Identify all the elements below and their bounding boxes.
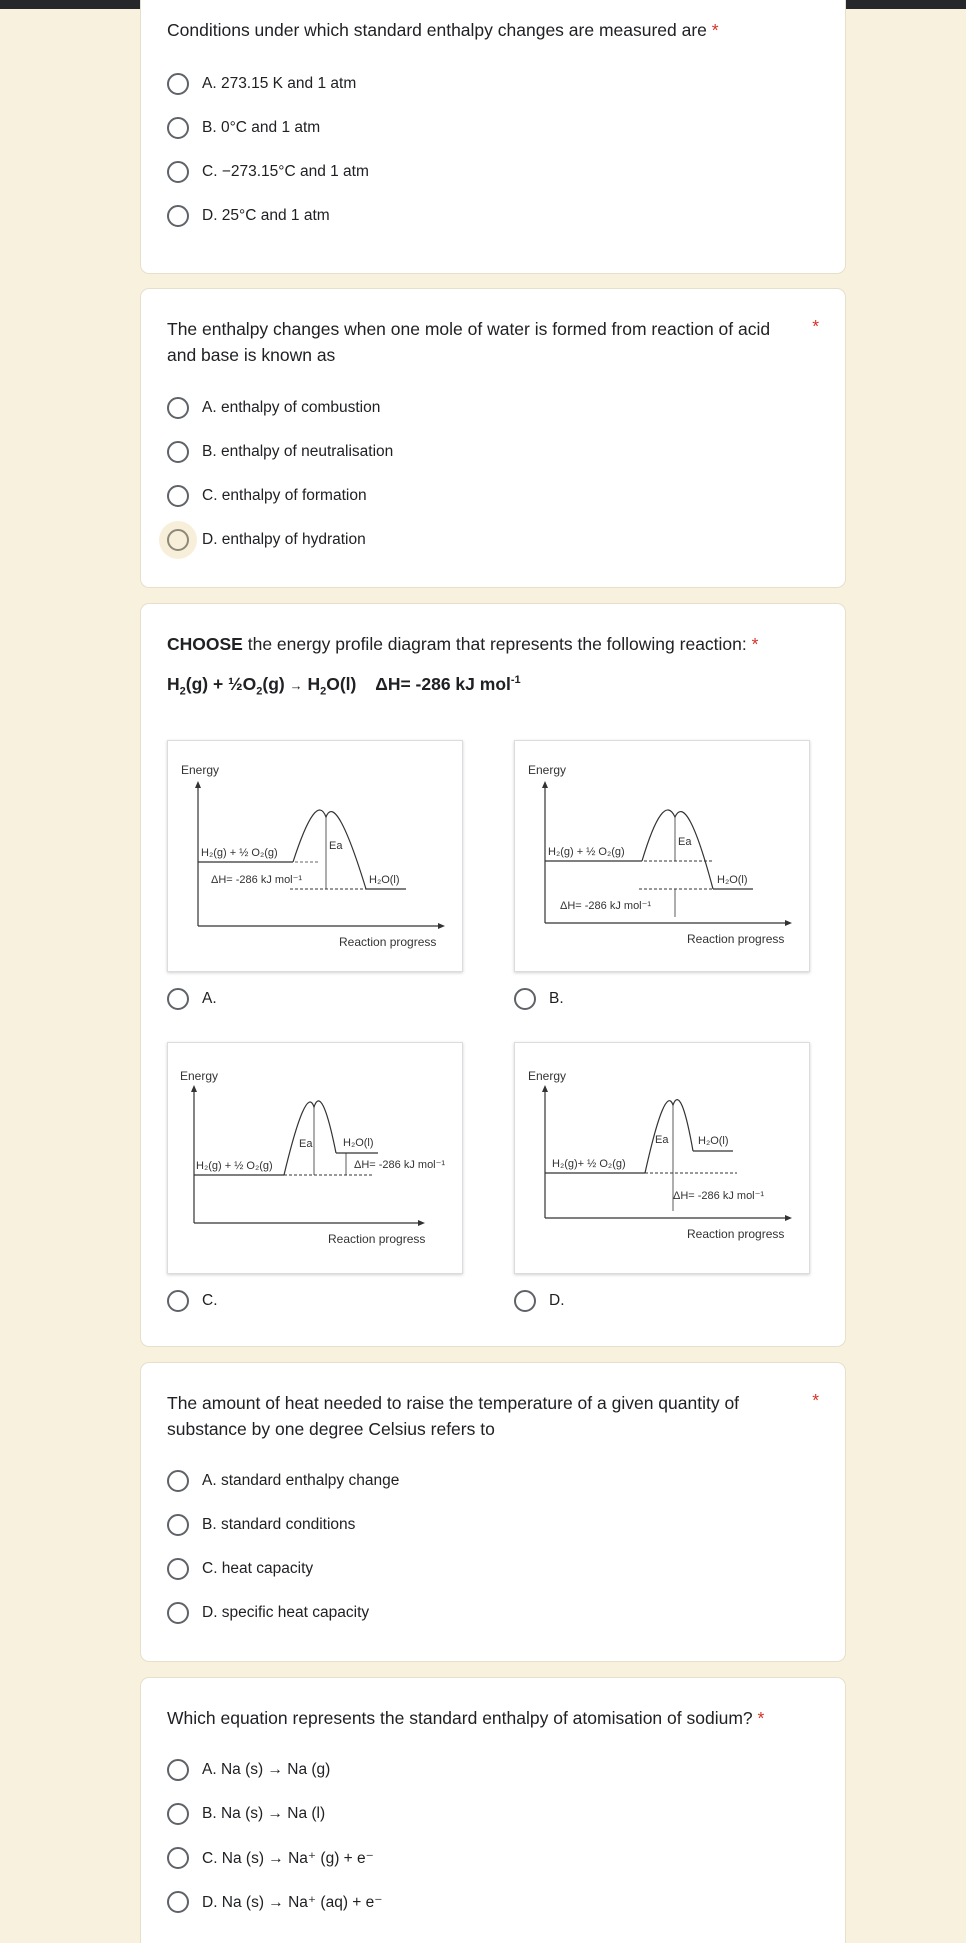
product-label: H₂O(l) [369, 874, 400, 886]
required-asterisk: * [812, 316, 819, 336]
radio-button[interactable] [167, 529, 189, 551]
option-d[interactable]: D. specific heat capacity [167, 1600, 369, 1626]
x-axis-label: Reaction progress [687, 1227, 785, 1241]
question-card-2 [140, 288, 846, 588]
ea-label: Ea [655, 1134, 669, 1146]
radio-button[interactable] [167, 441, 189, 463]
radio-button[interactable] [167, 1514, 189, 1536]
x-axis-label: Reaction progress [687, 932, 785, 946]
radio-button[interactable] [167, 73, 189, 95]
question-text: Which equation represents the standard enthalpy of atomisation of sodium? * [167, 1708, 765, 1728]
energy-axis-label: Energy [528, 1069, 567, 1083]
option-a[interactable]: A. standard enthalpy change [167, 1468, 399, 1494]
option-d[interactable]: D. 25°C and 1 atm [167, 203, 330, 229]
question-card-4 [140, 1362, 846, 1662]
diagram-option-b[interactable]: B. [514, 986, 564, 1012]
option-c[interactable]: C. enthalpy of formation [167, 483, 367, 509]
ea-label: Ea [678, 836, 692, 848]
radio-button[interactable] [167, 117, 189, 139]
diagram-option-d[interactable]: D. [514, 1288, 565, 1314]
reactant-label: H₂(g)+ ½ O₂(g) [552, 1158, 626, 1170]
question-text: Conditions under which standard enthalpy changes are measured are * [167, 20, 719, 40]
energy-diagram-a [167, 740, 463, 972]
radio-button[interactable] [514, 988, 536, 1010]
radio-button[interactable] [167, 397, 189, 419]
diagram-option-a[interactable]: A. [167, 986, 217, 1012]
dh-label: ΔH= -286 kJ mol⁻¹ [673, 1190, 765, 1202]
option-a[interactable]: A. 273.15 K and 1 atm [167, 71, 356, 97]
option-b[interactable]: B. Na (s) → Na (l) [167, 1801, 325, 1827]
x-axis-label: Reaction progress [339, 935, 437, 949]
option-c[interactable]: C. Na (s) → Na⁺ (g) + e⁻ [167, 1845, 374, 1871]
product-label: H₂O(l) [343, 1137, 374, 1149]
radio-button[interactable] [514, 1290, 536, 1312]
option-d[interactable]: D. enthalpy of hydration [167, 527, 366, 553]
option-a[interactable]: A. Na (s) → Na (g) [167, 1757, 330, 1783]
question-text: The amount of heat needed to raise the temperature of a given quantity of substance by one degree Celsius refers to [167, 1393, 740, 1439]
energy-axis-label: Energy [181, 763, 220, 777]
dh-label: ΔH= -286 kJ mol⁻¹ [354, 1159, 446, 1171]
reaction-equation: $H_2(g)$ + $\frac{1}{2}O_2(g) \to H_2O(l)$ ΔH= -286 kJ mol$^{-1}$ [167, 674, 521, 698]
ea-label: Ea [299, 1138, 313, 1150]
reactant-label: H₂(g) + ½ O₂(g) [201, 847, 278, 859]
radio-button[interactable] [167, 1602, 189, 1624]
energy-diagram-d [514, 1042, 810, 1274]
radio-button[interactable] [167, 1759, 189, 1781]
question-text: The enthalpy changes when one mole of water is formed from reaction of acid and base is known as [167, 319, 771, 365]
option-b[interactable]: B. enthalpy of neutralisation [167, 439, 393, 465]
reactant-label: H₂(g) + ½ O₂(g) [196, 1160, 273, 1172]
radio-button[interactable] [167, 1847, 189, 1869]
required-asterisk: * [757, 1708, 765, 1728]
option-c[interactable]: C. heat capacity [167, 1556, 313, 1582]
radio-button[interactable] [167, 1803, 189, 1825]
diagram-option-c[interactable]: C. [167, 1288, 218, 1314]
question-card-1 [140, 0, 846, 274]
product-label: H₂O(l) [698, 1135, 729, 1147]
energy-diagram-c [167, 1042, 463, 1274]
radio-button[interactable] [167, 485, 189, 507]
option-d[interactable]: D. Na (s) → Na⁺ (aq) + e⁻ [167, 1889, 382, 1915]
ea-label: Ea [329, 840, 343, 852]
question-card-3 [140, 603, 846, 1347]
reactant-label: H₂(g) + ½ O₂(g) [548, 846, 625, 858]
radio-button[interactable] [167, 1558, 189, 1580]
energy-axis-label: Energy [528, 763, 567, 777]
radio-button[interactable] [167, 161, 189, 183]
energy-axis-label: Energy [180, 1069, 219, 1083]
option-a[interactable]: A. enthalpy of combustion [167, 395, 380, 421]
required-asterisk: * [711, 20, 719, 40]
radio-button[interactable] [167, 1470, 189, 1492]
radio-button[interactable] [167, 988, 189, 1010]
question-text: CHOOSE the energy profile diagram that represents the following reaction: * [167, 634, 759, 654]
option-b[interactable]: B. standard conditions [167, 1512, 355, 1538]
energy-diagram-b [514, 740, 810, 972]
product-label: H₂O(l) [717, 874, 748, 886]
radio-button[interactable] [167, 1290, 189, 1312]
x-axis-label: Reaction progress [328, 1232, 426, 1246]
dh-label: ΔH= -286 kJ mol⁻¹ [560, 900, 652, 912]
option-b[interactable]: B. 0°C and 1 atm [167, 115, 320, 141]
required-asterisk: * [751, 634, 759, 654]
question-card-5 [140, 1677, 846, 1943]
radio-button[interactable] [167, 205, 189, 227]
required-asterisk: * [812, 1390, 819, 1410]
dh-label: ΔH= -286 kJ mol⁻¹ [211, 874, 303, 886]
option-c[interactable]: C. −273.15°C and 1 atm [167, 159, 369, 185]
radio-button[interactable] [167, 1891, 189, 1913]
